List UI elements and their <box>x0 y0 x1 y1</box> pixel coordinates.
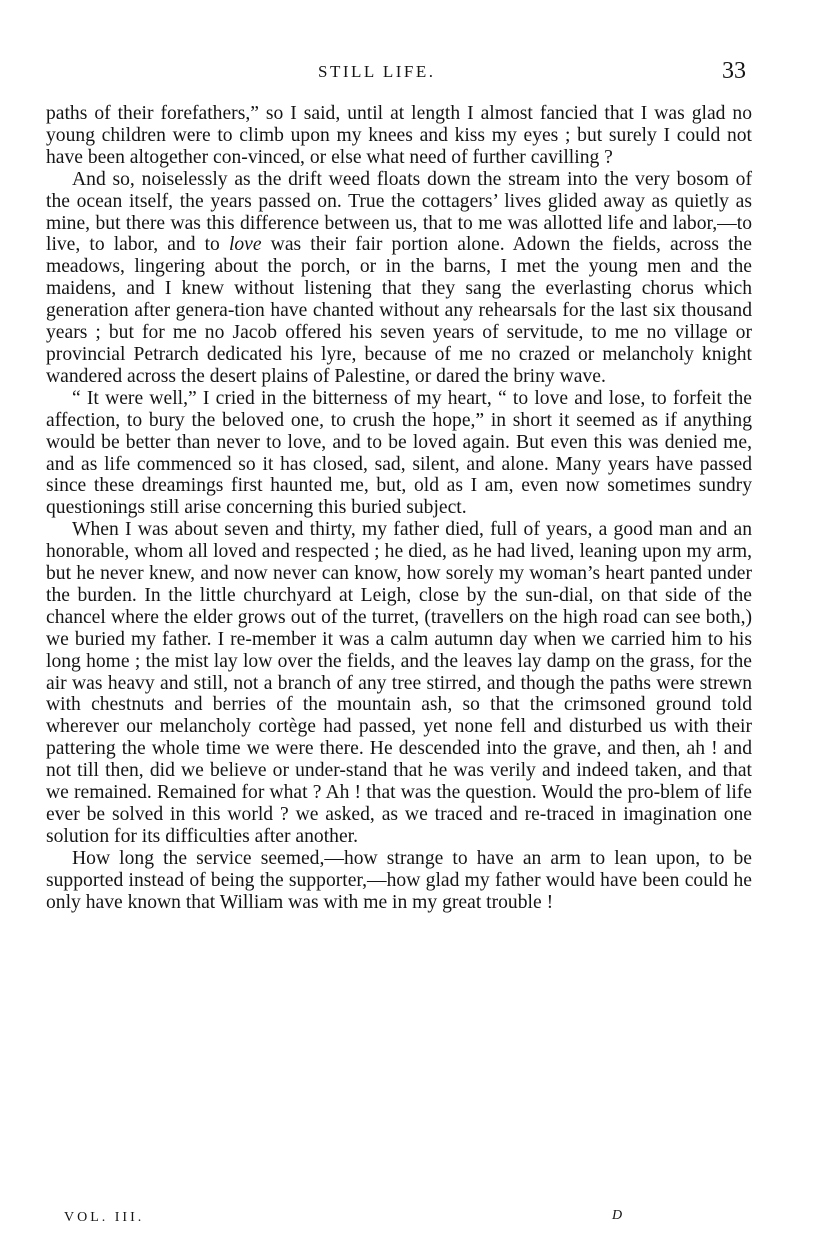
running-head <box>0 58 814 88</box>
paragraph-text: “ It were well,” I cried in the bitterness of my heart, “ to love and lose, to forfeit the affection, to bury the beloved one, to crush the hope,” in short it seemed as if anything would be better than never to love, and to be loved again. But even this was denied me, and as life commenced so it has closed, sad, silent, and alone. Many years have passed since these dreamings first haunted me, but, old as I am, even now sometimes sundry questionings still arise concerning this buried subject. <box>46 387 752 519</box>
body-text <box>46 103 752 914</box>
paragraph-text: And so, noiselessly as the drift weed floats down the stream into the very bosom of the ocean itself, the years passed on. True the cottagers’ lives glided away as quietly as mine, but there was this difference between us, that to me was allotted life and labor,—to live, to labor, and to <box>46 168 752 256</box>
paragraph-2 <box>46 169 752 388</box>
running-title: STILL LIFE. <box>318 62 436 81</box>
paragraph-text: paths of their forefathers,” so I said, until at length I almost fancied that I was glad no young children were to climb upon my knees and kiss my eyes ; but surely I could not have been altogether con-vinced, or else what need of further cavilling ? <box>46 103 752 168</box>
paragraph-3 <box>46 388 752 519</box>
paragraph-text: When I was about seven and thirty, my father died, full of years, a good man and an honorable, whom all loved and respected ; he died, as he had lived, leaning upon my arm, but he never knew, and now never can know, how sorely my woman’s heart panted under the burden. In the little churchyard at Leigh, close by the sun-dial, on that side of the chancel where the elder grows out of the turret, (travellers on the high road can see both,) we buried my father. I re-member it was a calm autumn day when we carried him to his long home ; the mist lay low over the fields, and the leaves lay damp on the grass, for the air was heavy and still, not a branch of any tree stirred, and though the paths were strewn with chestnuts and berries of the mountain ash, so that the crimsoned ground told wherever our melancholy cortège had passed, yet none fell and disturbed us with their pattering the whole time we were there. He descended into the grave, and then, ah ! and not till then, did we believe or under-stand that he was verily and indeed taken, and that we remained. Remained for what ? Ah ! that was the question. Would the pro-blem of life ever be solved in this world ? we asked, as we traced and re-traced in imagination one solution for its difficulties after another. <box>46 519 752 847</box>
paragraph-4 <box>46 519 752 848</box>
signature-mark: D <box>612 1208 623 1223</box>
volume-mark: VOL. III. <box>64 1210 145 1225</box>
page-number: 33 <box>722 58 746 84</box>
paragraph-text: was their fair portion alone. Adown the fields, across the meadows, lingering about the porch, or in the barns, I met the young men and the maidens, and I knew without listening that they sang the everlasting chorus which generation after genera-tion have chanted without any rehearsals for the last six thousand years ; but for me no Jacob offered his seven years of servitude, to me no village or provincial Petrarch dedicated his lyre, because of me no crazed or melancholy knight wandered across the desert plains of Palestine, or dared the briny wave. <box>46 234 752 387</box>
paragraph-1 <box>46 103 752 169</box>
paragraph-5 <box>46 848 752 914</box>
italic-word-love: love <box>228 234 262 256</box>
paragraph-text: How long the service seemed,—how strange to have an arm to lean upon, to be supported instead of being the supporter,—how glad my father would have been could he only have known that William was with me in my great trouble ! <box>46 847 752 913</box>
page-footer <box>0 1207 814 1231</box>
